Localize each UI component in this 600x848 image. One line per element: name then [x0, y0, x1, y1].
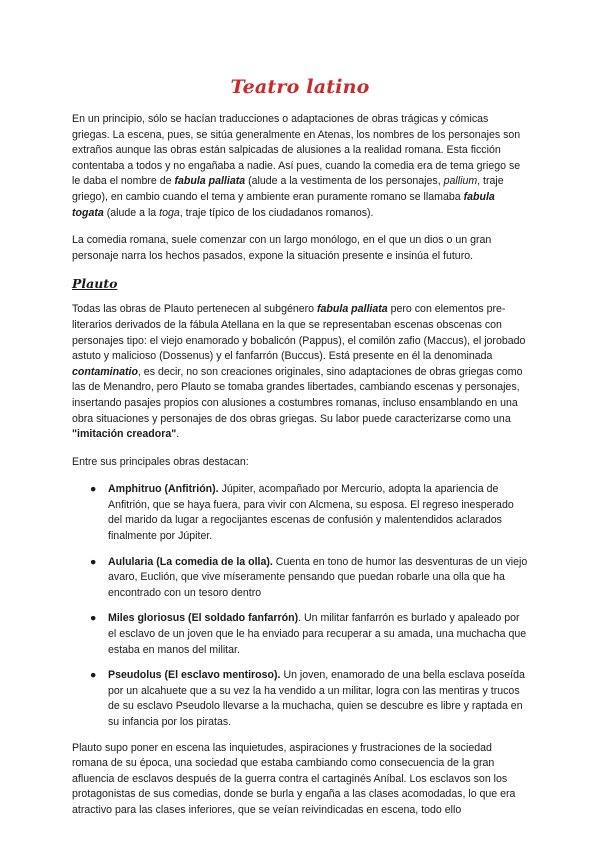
intro-paragraph-2: La comedia romana, suele comenzar con un largo monólogo, en el que un dios o un gran personaje narra los hechos pasados, expone la situación presente e insinúa el futuro. — [72, 234, 492, 262]
work-title: Miles gloriosus (El soldado fanfarrón) — [108, 612, 299, 625]
intro-paragraph-1 — [72, 112, 528, 221]
work-title: Pseudolus (El esclavo mentiroso). — [108, 669, 281, 682]
work-description: . Un militar fanfarrón es burlado y apaleado por el esclavo de un joven que le ha enviado para recuperar a su amada, una muchacha que estaba en manos del militar. — [108, 612, 527, 656]
bullet-icon: ● — [90, 612, 97, 625]
term-toga: toga — [159, 206, 180, 219]
text-run: , traje griego), en cambio cuando el tema y ambiente eran puramente romano se llamaba — [72, 175, 504, 203]
text-run: Todas las obras de Plauto pertenecen al subgénero — [72, 303, 318, 316]
work-description: Un joven, enamorado de una bella esclava poseída por un alcahuete que a su vez la ha vendido a un militar, logra con las mentiras y trucos de su esclavo Pseudolo llevarse a la muchacha, quien se descubre es libre y raptada en su infancia por los piratas. — [108, 669, 525, 728]
term-pallium: pallium — [443, 175, 478, 188]
section-heading-plauto: Plauto — [72, 276, 118, 292]
works-intro: Entre sus principales obras destacan: — [72, 455, 249, 468]
list-item — [72, 668, 528, 730]
term-fabula-palliata: fabula palliata — [317, 303, 388, 316]
text-run: , traje típico de los ciudadanos romanos). — [179, 206, 374, 219]
term-contaminatio: contaminatio — [72, 365, 138, 378]
bullet-icon: ● — [90, 669, 97, 682]
text-run: En un principio, sólo se hacían traducciones o adaptaciones de obras trágicas y cómicas griegas. La escena, pues, se sitúa generalmente en Atenas, los nombres de los personajes son extraños aunque las obras están salpicadas de alusiones a la realidad romana. Esta ficción contentaba a todos y no engañaba a nadie. Así pues, cuando la comedia era de tema griego se le daba el nombre de — [72, 113, 521, 188]
text-run: (alude a la — [103, 206, 160, 219]
page-title: Teatro latino — [230, 76, 370, 98]
text-run: . — [176, 428, 180, 441]
term-fabula-togata: fabula togata — [72, 190, 495, 219]
text-run: pero con elementos pre-literarios derivados de la fábula Atellana en la que se representaban escenas obscenas con personajes tipo: el viejo enamorado y bobalicón (Pappus), el comilón zafio (Maccus), el jorobado astuto y malicioso (Dossenus) y el fanfarrón (Buccus). Está presente en él la denominada — [72, 303, 526, 363]
document-body — [72, 112, 528, 831]
works-list — [72, 482, 528, 730]
text-run: , es decir, no son creaciones originales, sino adaptaciones de obras griegas como las de Menandro, pero Plauto se tomaba grandes libertades, cambiando escenas y personajes, insertando pasajes propios con alusiones a costumbres romanas, incluso ensamblando en una obra situaciones y personajes de dos obras griegas. Su labor puede caracterizarse como una — [72, 365, 523, 425]
text-run: (alude a la vestimenta de los personajes, — [245, 175, 444, 188]
term-imitacion-creadora: "imitación creadora" — [72, 428, 177, 441]
plauto-paragraph-1 — [72, 302, 528, 442]
work-title: Aulularia (La comedia de la olla). — [108, 555, 273, 568]
list-item — [72, 555, 528, 602]
list-item — [72, 611, 528, 658]
plauto-paragraph-final: Plauto supo poner en escena las inquietudes, aspiraciones y frustraciones de la sociedad romana de su época, una sociedad que estaba cambiando como consecuencia de la gran afluencia de esclavos después de la guerra contra el cartaginés Aníbal. Los esclavos son los protagonistas de sus comedias, donde se burla y engaña a las clases acomodadas, lo que era atractivo para las clases inferiores, que se veían reivindicadas en escena, todo ello — [72, 741, 516, 816]
work-description: Cuenta en tono de humor las desventuras de un viejo avaro, Euclión, que vive míseramente pensando que puedan robarle una olla que ha encontrado con un tesoro dentro — [108, 555, 528, 599]
term-fabula-palliata: fabula palliata — [174, 175, 246, 188]
list-item — [72, 482, 528, 544]
bullet-icon: ● — [90, 483, 97, 496]
work-description: Júpiter, acompañado por Mercurio, adopta la apariencia de Anfitrión, que se haya fuera, para vivir con Alcmena, su esposa. El regreso inesperado del marido da lugar a regocijantes escenas de confusión y malentendidos aclarados finalmente por Júpiter. — [108, 483, 514, 543]
work-title: Amphitruo (Anfitrión). — [108, 483, 219, 496]
bullet-icon: ● — [90, 555, 97, 568]
